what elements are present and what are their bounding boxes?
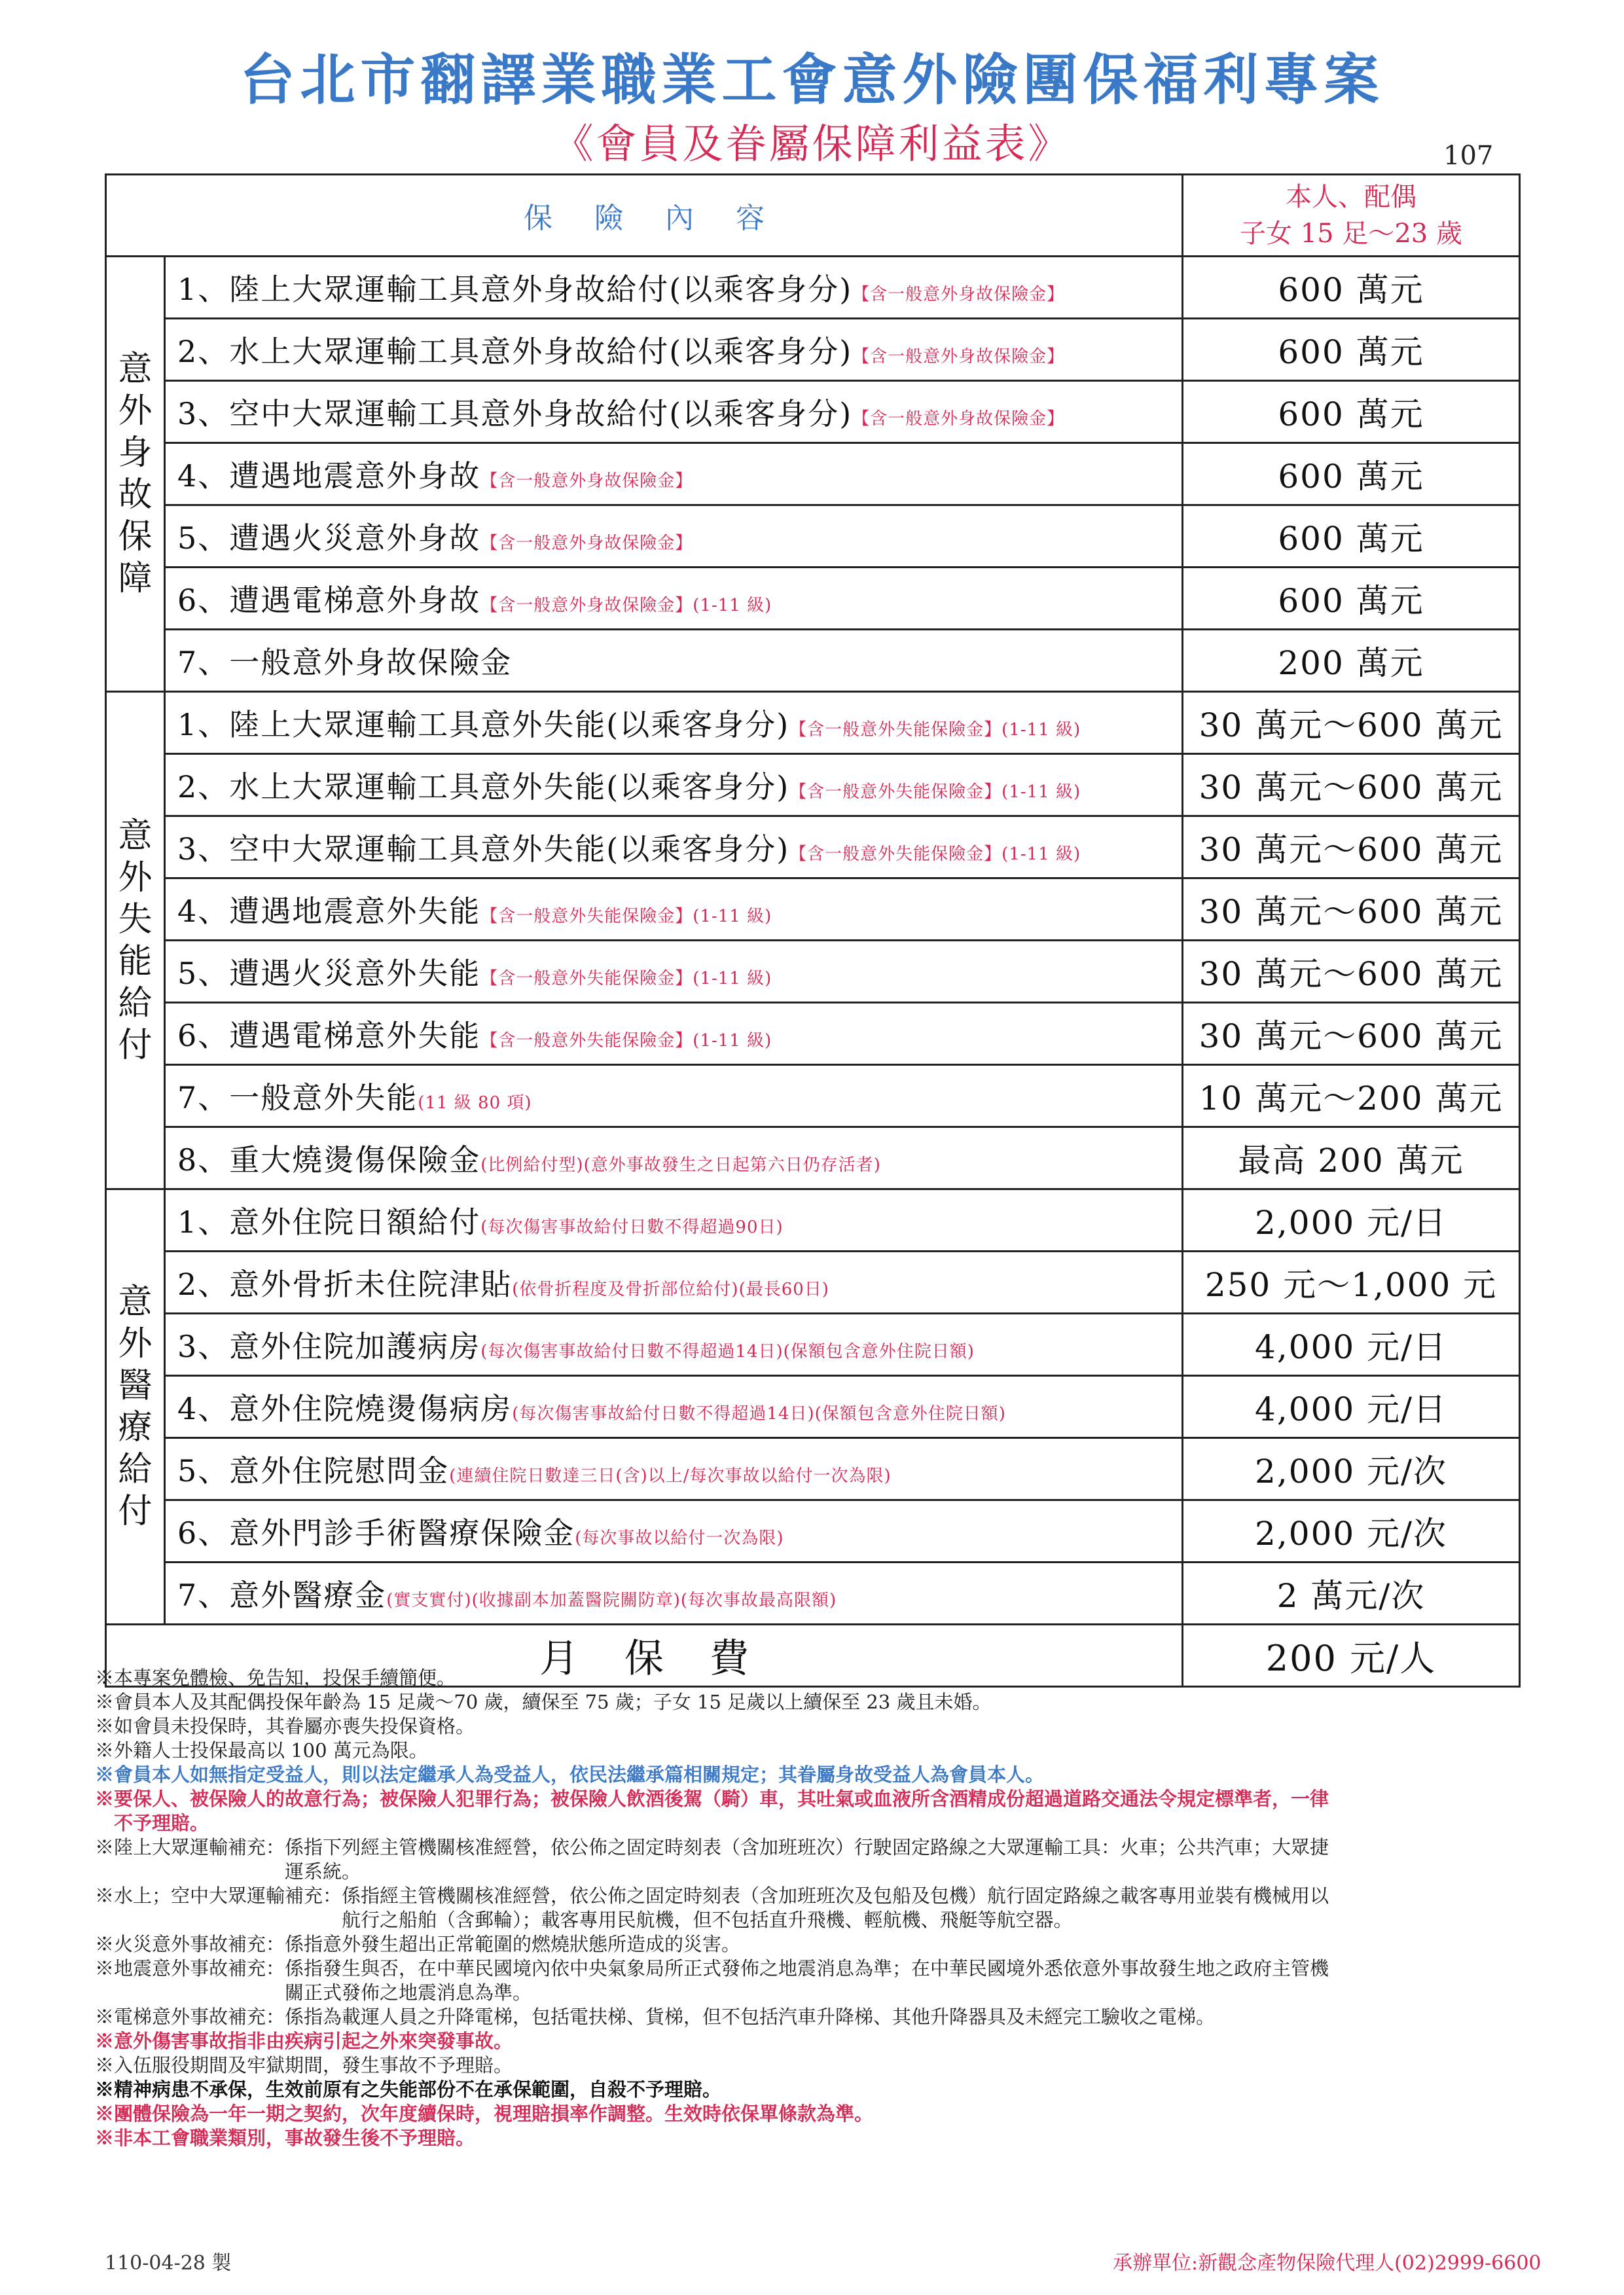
table-row [106,443,1520,505]
benefit-item [165,319,1183,381]
benefit-item-note: (實支實付)(收據副本加蓋醫院關防章)(每次事故最高限額) [386,1591,837,1610]
benefit-amount: 30 萬元～600 萬元 [1183,692,1520,754]
note-line: ※外籍人士投保最高以 100 萬元為限。 [95,1739,428,1762]
benefit-item [165,443,1183,505]
benefit-item [165,878,1183,941]
footer-agent: 承辦單位:新觀念產物保險代理人(02)2999-6600 [1113,2252,1542,2275]
benefit-item [165,1563,1183,1625]
benefit-item [165,257,1183,319]
benefit-item-text: 3、空中大眾運輸工具意外身故給付(以乘客身分) [177,396,853,431]
note-line: 不予理賠。 [95,1812,209,1834]
benefit-table [105,173,1521,1688]
benefit-item-note: 【含一般意外失能保險金】(1-11 級) [789,844,1081,864]
table-row [106,1003,1520,1065]
benefit-item-note: 【含一般意外身故保險金】 [852,409,1065,429]
benefit-item-note: 【含一般意外身故保險金】(1-11 級) [480,596,772,615]
note-line: ※要保人、被保險人的故意行為；被保險人犯罪行為；被保險人飲酒後駕（騎）車，其吐氣或血液所含酒精成份超過道路交通法令規定標準者，一律 [95,1788,1329,1810]
benefit-amount: 600 萬元 [1183,381,1520,443]
benefit-item-note: 【含一般意外失能保險金】(1-11 級) [480,907,772,926]
benefit-item [165,1065,1183,1127]
benefit-item-text: 8、重大燒燙傷保險金 [177,1142,481,1178]
benefit-item [165,1500,1183,1563]
notes-section [95,1666,1528,2150]
note-line: 運系統。 [95,1860,361,1883]
table-row [106,381,1520,443]
table-row [106,754,1520,816]
table-header-row [106,175,1520,257]
benefit-amount: 10 萬元～200 萬元 [1183,1065,1520,1127]
table-row [106,1500,1520,1563]
benefit-item-text: 6、遭遇電梯意外失能 [177,1018,481,1053]
note-line: ※意外傷害事故指非由疾病引起之外來突發事故。 [95,2030,513,2052]
benefit-item-text: 5、意外住院慰問金 [177,1453,450,1489]
note-line: ※本專案免體檢、免告知，投保手續簡便。 [95,1667,456,1689]
monthly-fee-label: 月保費 [106,1625,1183,1687]
header-insured-label [1183,175,1520,257]
note-line: ※地震意外事故補充：係指發生與否，在中華民國境內依中央氣象局所正式發佈之地震消息為準；在中華民國境外悉依意外事故發生地之政府主管機 [95,1957,1329,1979]
page-number: 107 [1443,141,1494,171]
benefit-item-text: 4、遭遇地震意外身故 [177,458,481,494]
benefit-amount: 250 元～1,000 元 [1183,1252,1520,1314]
benefit-item-note: (連續住院日數達三日(含)以上/每次事故以給付一次為限) [449,1466,892,1486]
benefit-amount: 30 萬元～600 萬元 [1183,816,1520,878]
table-row [106,505,1520,568]
note-line: ※團體保險為一年一期之契約，次年度續保時，視理賠損率作調整。生效時依保單條款為準。 [95,2103,874,2125]
benefit-item-text: 2、意外骨折未住院津貼 [177,1267,513,1302]
note-line: ※非本工會職業類別，事故發生後不予理賠。 [95,2127,475,2149]
benefit-item-text: 4、遭遇地震意外失能 [177,894,481,929]
benefit-item-text: 2、水上大眾運輸工具意外失能(以乘客身分) [177,769,790,804]
header-content-label: 保險內容 [106,175,1183,257]
benefit-amount: 600 萬元 [1183,568,1520,630]
footer-date: 110-04-28 製 [105,2252,232,2275]
note-line: ※入伍服役期間及牢獄期間，發生事故不予理賠。 [95,2054,513,2076]
benefit-item-text: 3、空中大眾運輸工具意外失能(以乘客身分) [177,831,790,867]
table-row [106,1314,1520,1376]
benefit-item [165,381,1183,443]
benefit-item-text: 6、遭遇電梯意外身故 [177,583,481,618]
benefit-item-note: 【含一般意外身故保險金】 [480,471,693,491]
benefit-item-text: 7、意外醫療金 [177,1578,387,1613]
benefit-item [165,1003,1183,1065]
benefit-item [165,941,1183,1003]
benefit-item [165,1376,1183,1438]
benefit-item-text: 5、遭遇火災意外身故 [177,520,481,556]
benefit-item-note: (每次事故以給付一次為限) [575,1528,784,1548]
note-line: 航行之船舶（含郵輪）；載客專用民航機，但不包括直升飛機、輕航機、飛艇等航空器。 [95,1909,1073,1931]
benefit-item [165,1438,1183,1500]
header-insured-line1: 本人、配偶 [1286,182,1416,212]
benefit-item-text: 4、意外住院燒燙傷病房 [177,1391,513,1426]
benefit-item-text: 3、意外住院加護病房 [177,1329,481,1364]
benefit-item-note: (依骨折程度及骨折部位給付)(最長60日) [512,1280,829,1299]
benefit-item-note: 【含一般意外失能保險金】(1-11 級) [789,782,1081,802]
benefit-amount: 2,000 元/次 [1183,1438,1520,1500]
note-line: ※精神病患不承保，生效前原有之失能部份不在承保範圍，自殺不予理賠。 [95,2078,722,2101]
benefit-amount: 2,000 元/次 [1183,1500,1520,1563]
benefit-item-note: 【含一般意外失能保險金】(1-11 級) [480,969,772,988]
benefit-amount: 200 萬元 [1183,630,1520,692]
note-line: ※陸上大眾運輸補充：係指下列經主管機關核准經營，依公佈之固定時刻表（含加班班次）行駛固定路線之大眾運輸工具：火車；公共汽車；大眾捷 [95,1836,1329,1858]
table-row [106,1127,1520,1189]
benefit-item-text: 2、水上大眾運輸工具意外身故給付(以乘客身分) [177,334,853,369]
table-row [106,1065,1520,1127]
monthly-fee-value: 200 元/人 [1183,1625,1520,1687]
benefit-item-note: (每次傷害事故給付日數不得超過14日)(保額包含意外住院日額) [512,1404,1006,1424]
note-line: ※火災意外事故補充：係指意外發生超出正常範圍的燃燒狀態所造成的災害。 [95,1933,741,1955]
benefit-amount: 30 萬元～600 萬元 [1183,878,1520,941]
benefit-item-note: 【含一般意外身故保險金】 [852,285,1065,304]
section-label [106,1189,165,1625]
benefit-amount: 600 萬元 [1183,319,1520,381]
benefit-item-note: 【含一般意外失能保險金】(1-11 級) [480,1031,772,1051]
benefit-item [165,1314,1183,1376]
benefit-item-note: (每次傷害事故給付日數不得超過90日) [480,1218,784,1237]
benefit-item-note: (比例給付型)(意外事故發生之日起第六日仍存活者) [480,1155,881,1175]
table-row [106,941,1520,1003]
benefit-amount: 2,000 元/日 [1183,1189,1520,1252]
table-row [106,1376,1520,1438]
benefit-item-text: 6、意外門診手術醫療保險金 [177,1515,575,1551]
benefit-item-text: 1、陸上大眾運輸工具意外身故給付(以乘客身分) [177,272,853,307]
table-row [106,1563,1520,1625]
benefit-amount: 30 萬元～600 萬元 [1183,754,1520,816]
header-insured-line2: 子女 15 足～23 歲 [1240,219,1462,249]
table-row [106,257,1520,319]
benefit-item [165,1189,1183,1252]
table-row [106,1438,1520,1500]
benefit-item [165,568,1183,630]
page-title: 台北市翻譯業職業工會意外險團保福利專案 [240,47,1384,112]
benefit-amount: 600 萬元 [1183,505,1520,568]
benefit-item [165,505,1183,568]
benefit-item-text: 7、一般意外身故保險金 [177,645,513,680]
section-label [106,257,165,692]
benefit-item [165,1252,1183,1314]
benefit-item-text: 7、一般意外失能 [177,1080,418,1115]
benefit-amount: 4,000 元/日 [1183,1376,1520,1438]
table-row [106,568,1520,630]
table-row [106,692,1520,754]
table-row [106,1252,1520,1314]
benefit-amount: 最高 200 萬元 [1183,1127,1520,1189]
benefit-item [165,816,1183,878]
section-label-text: 意外醫療給付 [118,1282,153,1531]
benefit-item [165,1127,1183,1189]
table-row [106,816,1520,878]
benefit-amount: 600 萬元 [1183,443,1520,505]
benefit-item [165,692,1183,754]
benefit-item [165,630,1183,692]
benefit-item-note: 【含一般意外失能保險金】(1-11 級) [789,720,1081,740]
benefit-item-text: 1、陸上大眾運輸工具意外失能(以乘客身分) [177,707,790,742]
note-line: ※如會員未投保時，其眷屬亦喪失投保資格。 [95,1715,475,1737]
note-line: ※電梯意外事故補充：係指為載運人員之升降電梯，包括電扶梯、貨梯，但不包括汽車升降梯、其他升降器具及未經完工驗收之電梯。 [95,2006,1216,2028]
section-label [106,692,165,1189]
section-label-text: 意外失能給付 [118,816,153,1065]
benefit-amount: 30 萬元～600 萬元 [1183,1003,1520,1065]
benefit-item-text: 5、遭遇火災意外失能 [177,956,481,991]
page-subtitle: 《會員及眷屬保障利益表》 [552,120,1072,168]
note-line: ※會員本人及其配偶投保年齡為 15 足歲～70 歲，續保至 75 歲；子女 15 足歲以上續保至 23 歲且未婚。 [95,1691,992,1713]
benefit-item-text: 1、意外住院日額給付 [177,1204,481,1240]
benefit-item-note: (每次傷害事故給付日數不得超過14日)(保額包含意外住院日額) [480,1342,975,1362]
note-line: 關正式發佈之地震消息為準。 [95,1981,532,2004]
table-row [106,878,1520,941]
note-line: ※會員本人如無指定受益人，則以法定繼承人為受益人，依民法繼承篇相關規定；其眷屬身故受益人為會員本人。 [95,1763,1045,1786]
benefit-amount: 4,000 元/日 [1183,1314,1520,1376]
benefit-amount: 2 萬元/次 [1183,1563,1520,1625]
note-line: ※水上；空中大眾運輸補充：係指經主管機關核准經營，依公佈之固定時刻表（含加班班次及包船及包機）航行固定路線之載客專用並裝有機械用以 [95,1885,1329,1907]
benefit-item [165,754,1183,816]
table-row [106,630,1520,692]
benefit-item-note: 【含一般意外身故保險金】 [480,533,693,553]
benefit-item-note: (11 級 80 項) [418,1093,532,1113]
benefit-amount: 30 萬元～600 萬元 [1183,941,1520,1003]
benefit-item-note: 【含一般意外身故保險金】 [852,347,1065,367]
table-row [106,319,1520,381]
benefit-amount: 600 萬元 [1183,257,1520,319]
section-label-text: 意外身故保障 [118,350,153,598]
table-row [106,1189,1520,1252]
